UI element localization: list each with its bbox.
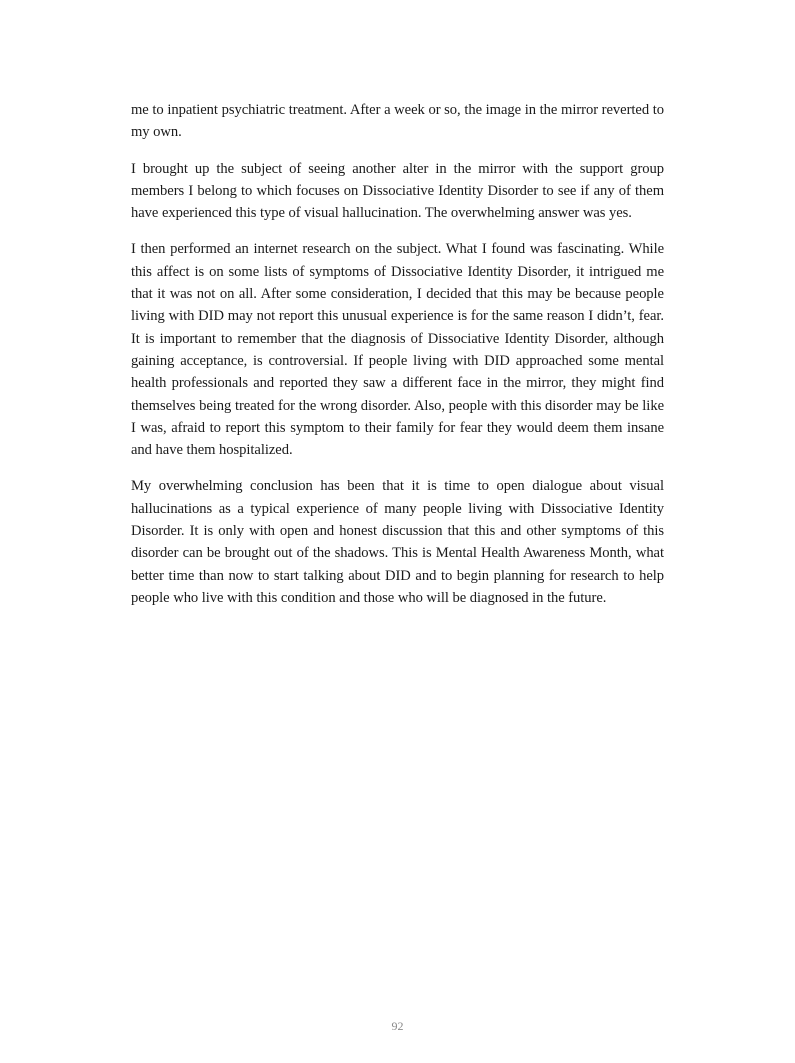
- paragraph-4: My overwhelming conclusion has been that it is time to open dialogue about visual hallucinations as a typical experience of many people living with Dissociative Identity Disorder. It is only with open and honest discussion that this and other symptoms of this disorder can be brought out of the shadows. This is Mental Health Awareness Month, what better time than now to start talking about DID and to begin planning for research to help people who live with this condition and those who will be diagnosed in the future.: [131, 478, 664, 606]
- paragraph-2: I brought up the subject of seeing another alter in the mirror with the support group members I belong to which focuses on Dissociative Identity Disorder to see if any of them have experienced this type of visual hallucination. The overwhelming answer was yes.: [131, 160, 664, 222]
- body-text: [131, 99, 664, 623]
- paragraph-1: me to inpatient psychiatric treatment. After a week or so, the image in the mirror reverted to my own.: [131, 102, 664, 141]
- paragraph-3: I then performed an internet research on the subject. What I found was fascinating. While this affect is on some lists of symptoms of Dissociative Identity Disorder, it intrigued me that it was not on all. After some consideration, I decided that this may be because people living with DID may not report this unusual experience is for the same reason I didn’t, fear. It is important to remember that the diagnosis of Dissociative Identity Disorder, although gaining acceptance, is controversial. If people living with DID approached some mental health professionals and reported they saw a different face in the mirror, they might find themselves being treated for the wrong disorder. Also, people with this disorder may be like I was, afraid to report this symptom to their family for fear they would deem them insane and have them hospitalized.: [131, 241, 664, 459]
- page-number: 92: [391, 1019, 404, 1033]
